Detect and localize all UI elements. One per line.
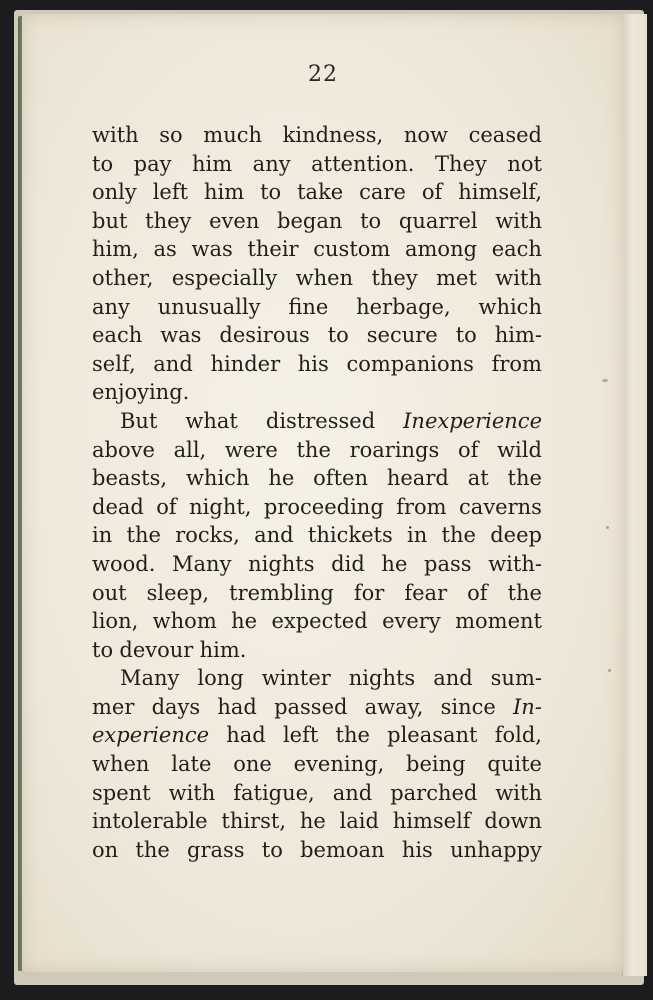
word: any [252,151,291,176]
text-line [92,235,542,264]
word: left [282,723,319,748]
word: himself [392,809,471,834]
word: kindness, [282,123,384,147]
word: wild [497,437,542,462]
word: to [261,837,283,862]
word: dead [92,494,144,519]
word: to [360,208,382,233]
word: him [203,180,245,205]
word: winter [261,666,331,691]
word: himself, [458,180,542,205]
word: with- [488,551,542,576]
word: with [495,208,542,233]
word: intolerable [92,809,208,834]
word: away, [364,694,424,719]
word: and [332,780,373,805]
word: Many [172,551,232,576]
word: moment [455,609,542,634]
word: attention. [311,151,415,176]
text-line [92,779,542,808]
word: caverns [459,494,542,519]
word: fold, [494,723,542,748]
word: to [455,323,477,348]
word: companions [346,351,474,376]
word: fatigue, [233,780,315,805]
text-line [92,264,542,293]
word: left [152,180,189,205]
word: him, [92,237,139,262]
word: and [433,666,473,691]
word: among [405,237,478,262]
word: in [92,523,113,548]
word: devour [119,637,194,662]
word: from [396,494,447,519]
word: enjoying. [92,380,190,405]
word: he [299,809,326,834]
text-line [92,178,542,207]
word: grass [187,837,245,862]
word: nights [348,666,416,691]
word: every [382,609,441,634]
word: quite [487,752,542,777]
text-line [92,350,542,379]
word: now [403,123,448,147]
word: rocks, [175,523,240,548]
word: with [495,780,542,805]
word: the [441,523,476,548]
word: he [381,551,408,576]
word: from [491,351,542,376]
word: with [495,265,542,290]
word: so [159,123,183,147]
paper-speck [608,669,611,672]
word: he [231,609,258,634]
word: lion, [92,609,139,634]
word: the [507,580,542,605]
word: other, [92,265,154,290]
text-line [92,636,542,665]
word: had [226,723,266,748]
word: nights [248,551,315,576]
word: pass [424,551,472,576]
word: the [135,837,170,862]
word: care [359,180,406,205]
text-line [92,750,542,779]
word: They [435,151,487,176]
word: beasts, [92,466,168,491]
word: the [126,523,161,548]
word: to [92,637,114,662]
word: In- [513,694,542,719]
word: thirst, [221,809,287,834]
word: and [153,351,193,376]
word: pay [133,151,172,176]
word: in [407,523,428,548]
word: all, [173,437,207,462]
word: late [171,752,212,777]
text-line [92,407,542,436]
word: sleep, [146,580,210,605]
word: passed [274,694,348,719]
word: had [217,694,257,719]
word: fear [404,580,448,605]
word: quarrel [398,208,478,233]
word: was [191,237,233,262]
text-line [92,521,542,550]
word: herbage, [356,294,451,319]
word: whom [152,609,217,634]
text-line [92,721,542,750]
text-line [92,293,542,322]
word: Many [120,666,180,691]
word: the [296,437,331,462]
word: night, [189,494,252,519]
word: above [92,437,155,462]
text-line [92,607,542,636]
word: any [92,294,130,319]
page-text [92,121,542,864]
word: parched [390,780,478,805]
word: secure [366,323,438,348]
word: they [145,208,192,233]
word: him- [494,323,542,348]
word: Inexperience [403,408,542,433]
text-line [92,836,542,865]
word: trembling [229,580,334,605]
word: of [457,437,479,462]
word: but [92,208,128,233]
text-line [92,321,542,350]
word: each [491,237,542,262]
word: with [92,123,139,147]
word: sum- [490,666,542,691]
word: to [260,180,282,205]
word: heard [386,466,449,491]
text-line [92,378,542,407]
word: often [313,466,368,491]
word: when [92,752,150,777]
word: pleasant [387,723,478,748]
word: bemoan [300,837,385,862]
book-page [22,14,624,972]
word: him. [199,637,247,662]
paper-speck [606,526,609,529]
word: of [156,494,177,519]
word: as [153,237,177,262]
word: even [209,208,260,233]
word: deep [490,523,542,548]
text-line [92,464,542,493]
word: he [268,466,295,491]
word: they [371,265,418,290]
word: self, [92,351,136,376]
page-number: 22 [308,62,338,87]
text-line [92,579,542,608]
word: days [151,694,201,719]
word: unusually [157,294,261,319]
word: much [203,123,263,147]
word: was [160,323,202,348]
word: did [331,551,365,576]
word: roarings [349,437,440,462]
text-line [92,436,542,465]
word: him [191,151,233,176]
word: on [92,837,119,862]
word: laid [339,809,379,834]
text-line [92,150,542,179]
word: and [254,523,294,548]
word: with [168,780,216,805]
word: not [507,151,542,176]
word: his [297,351,329,376]
word: began [277,208,343,233]
word: out [92,580,127,605]
word: for [353,580,385,605]
word: take [297,180,344,205]
word: to [92,151,114,176]
word: hinder [210,351,281,376]
word: ceased [468,123,542,147]
word: which [478,294,542,319]
word: at [467,466,489,491]
word: custom [313,237,391,262]
word: since [440,694,496,719]
word: his [401,837,433,862]
word: were [224,437,278,462]
word: wood. [92,551,156,576]
word: met [436,265,477,290]
word: only [92,180,137,205]
word: thickets [307,523,393,548]
word: long [197,666,244,691]
word: the [507,466,542,491]
word: proceeding [263,494,384,519]
text-line [92,807,542,836]
word: desirous [219,323,310,348]
text-line [92,493,542,522]
text-line [92,550,542,579]
word: when [295,265,354,290]
word: of [421,180,443,205]
word: especially [171,265,278,290]
word: distressed [265,408,376,433]
word: which [185,466,250,491]
word: what [185,408,238,433]
facing-page-edge [622,14,647,976]
text-line [92,121,542,150]
word: their [247,237,299,262]
word: unhappy [450,837,542,862]
text-line [92,693,542,722]
word: the [335,723,370,748]
text-line [92,207,542,236]
word: experience [92,723,210,748]
word: being [406,752,466,777]
word: expected [271,609,368,634]
word: one [233,752,272,777]
word: down [484,809,542,834]
word: of [467,580,488,605]
word: spent [92,780,151,805]
paper-speck [602,379,608,382]
word: to [327,323,349,348]
word: each [92,323,143,348]
word: But [120,408,158,433]
text-line [92,664,542,693]
word: evening, [293,752,385,777]
word: mer [92,694,135,719]
word: fine [288,294,329,319]
